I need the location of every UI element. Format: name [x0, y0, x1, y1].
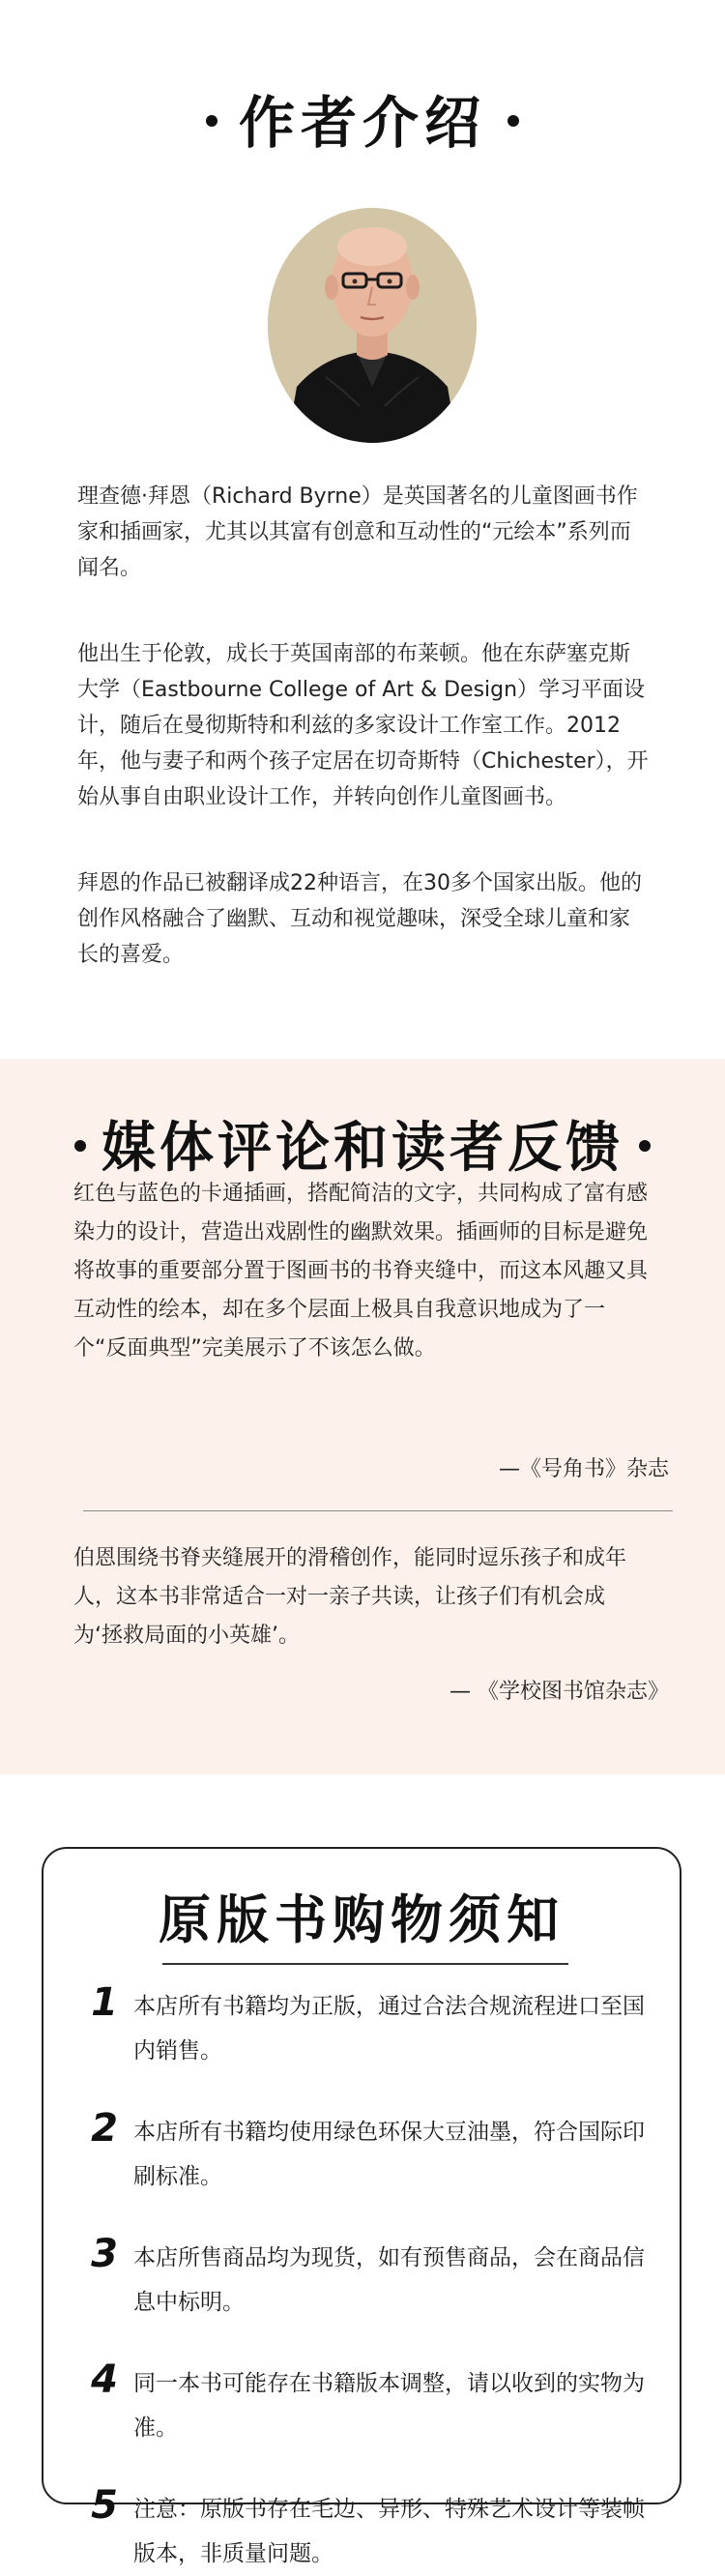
review-divider	[83, 1510, 673, 1511]
note-text: 本店所有书籍均为正版，通过合法合规流程进口至国内销售。	[133, 1994, 645, 2064]
note-text: 注意：原版书存在毛边、异形、特殊艺术设计等装帧版本，非质量问题。	[133, 2497, 645, 2566]
bullet-dot-icon	[206, 115, 218, 127]
author-bio-paragraph: 理查德·拜恩（Richard Byrne）是英国著名的儿童图画书作家和插画家，尤其以其富有创意和互动性的“元绘本”系列而闻名。	[77, 484, 638, 580]
note-text: 本店所有书籍均使用绿色环保大豆油墨，符合国际印刷标准。	[133, 2120, 645, 2189]
author-bio-paragraph: 拜恩的作品已被翻译成22种语言，在30多个国家出版。他的创作风格融合了幽默、互动和视觉趣味，深受全球儿童和家长的喜爱。	[77, 871, 642, 967]
purchase-notes-title: 原版书购物须知	[159, 1889, 565, 1950]
author-section	[0, 0, 725, 1059]
note-number: 2	[91, 2106, 118, 2151]
author-bio-paragraph: 他出生于伦敦，成长于英国南部的布莱顿。他在东萨塞克斯大学（Eastbourne College of Art & Design）学习平面设计，随后在曼彻斯特和利兹的多家设计工作室工作。2012年，他与妻子和两个孩子定居在切奇斯特（Chichester），开始从事自由职业设计工作，并转向创作儿童图画书。	[77, 642, 649, 809]
review-source: — 《学校图书馆杂志》	[450, 1680, 669, 1704]
author-portrait-icon	[268, 208, 477, 443]
reviews-section	[0, 1059, 725, 1774]
author-portrait	[268, 208, 477, 443]
purchase-notes-box	[42, 1847, 682, 2566]
note-number: 4	[91, 2357, 118, 2402]
author-section-title	[0, 89, 725, 157]
reviews-title-text: 媒体评论和读者反馈	[102, 1117, 624, 1180]
bullet-dot-icon	[639, 1140, 651, 1152]
author-title-text: 作者介绍	[238, 90, 486, 156]
note-text: 同一本书可能存在书籍版本调整，请以收到的实物为准。	[133, 2371, 645, 2441]
note-number: 1	[91, 1980, 118, 2025]
review-quote: 伯恩围绕书脊夹缝展开的滑稽创作，能同时逗乐孩子和成年人，这本书非常适合一对一亲子共读，让孩子们有机会成为‘拯救局面的小英雄’。	[73, 1546, 627, 1648]
bullet-dot-icon	[74, 1140, 86, 1152]
bullet-dot-icon	[508, 115, 519, 127]
review-quote: 红色与蓝色的卡通插画，搭配简洁的文字，共同构成了富有感染力的设计，营造出戏剧性的幽默效果。插画师的目标是避免将故事的重要部分置于图画书的书脊夹缝中，而这本风趣又具互动性的绘本，却在多个层面上极具自我意识地成为了一个“反面典型”完美展示了不该怎么做。	[73, 1182, 649, 1361]
review-source: —《号角书》杂志	[498, 1457, 669, 1481]
title-underline	[162, 1963, 568, 1965]
note-number: 3	[91, 2232, 118, 2276]
note-number: 5	[91, 2483, 118, 2528]
note-text: 本店所售商品均为现货，如有预售商品，会在商品信息中标明。	[133, 2245, 645, 2315]
reviews-section-title	[0, 1115, 725, 1183]
